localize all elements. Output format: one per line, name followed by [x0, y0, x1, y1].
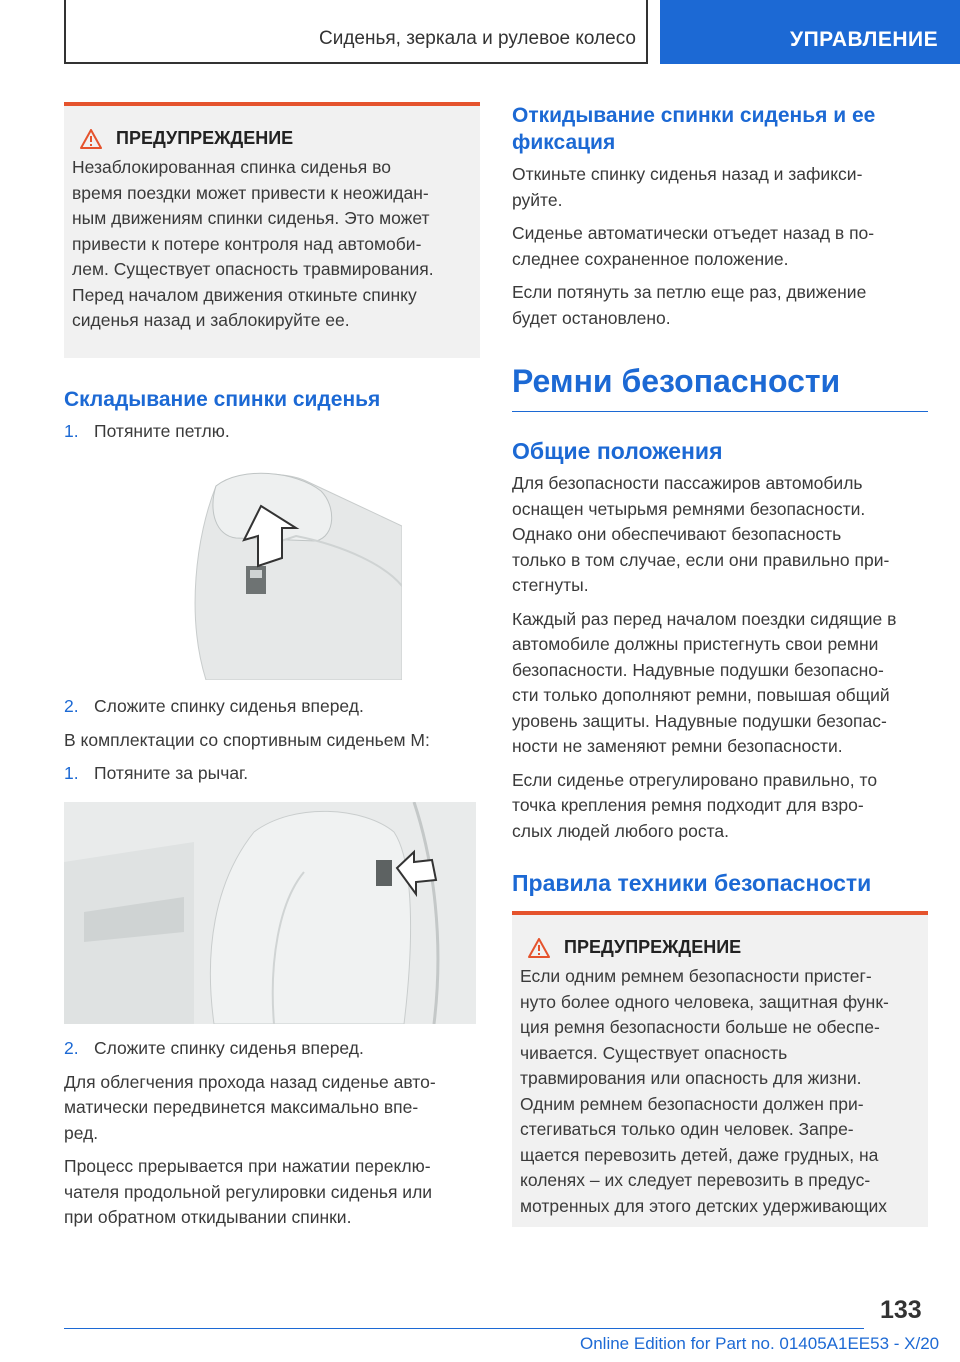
heading-rule [512, 411, 928, 412]
section-heading-fold: Складывание спинки сиденья [64, 388, 381, 411]
step-item: 1. Потяните петлю. [64, 421, 230, 441]
footer-rule [64, 1328, 864, 1329]
step-item: 2. Сложите спинку сиденья вперед. [64, 696, 364, 716]
paragraph: Процесс прерывается при нажатии переклю- чателя продольной регулировки сиденья или при обратном откидывании спинки. [64, 1156, 433, 1227]
header-section-tab [660, 0, 960, 64]
page-number: 133 [880, 1296, 922, 1324]
warning-triangle-icon [528, 938, 550, 958]
header-section-label: УПРАВЛЕНИЕ [790, 28, 939, 51]
left-column-bottom [64, 1036, 480, 1231]
section-heading-general: Общие положения [512, 438, 723, 464]
left-column [64, 102, 480, 445]
warning-box [512, 911, 928, 1227]
warning-text: Незаблокированная спинка сиденья во время поездки может привести к неожидан- ным движениям спинки сиденья. Это может привести к потере контроля над автомоби- лем. Существует опасность травмирования. Перед началом движения откиньте спинку сиденья назад и заблокируйте ее. [72, 157, 434, 330]
edition-text: Online Edition for Part no. 01405A1EE53 - X/20 [580, 1334, 940, 1353]
step-item: 2. Сложите спинку сиденья вперед. [64, 1038, 364, 1058]
paragraph: Откиньте спинку сиденья назад и зафикси- руйте. [512, 164, 863, 210]
paragraph: Для безопасности пассажиров автомобиль оснащен четырьмя ремнями безопасности. Однако они обеспечивают безопасность только в том случае, если они правильно при- стегнуты. [512, 473, 890, 595]
chapter-heading-belts: Ремни безопасности [512, 363, 841, 399]
step-item: 1. Потяните за рычаг. [64, 763, 249, 783]
warning-heading: ПРЕДУПРЕЖДЕНИЕ [564, 937, 742, 957]
paragraph: Каждый раз перед началом поездки сидящие в автомобиле должны пристегнуть свои ремни безопасности. Надувные подушки безопасно- сти только дополняют ремни, повышая общий уровень защиты. Надувные подушки безопас- ности не заменяют ремни безопасности. [512, 608, 897, 756]
section-heading-recline: Откидывание спинки сиденья и ее фиксация [512, 104, 876, 154]
paragraph: Сиденье автоматически отъедет назад в по- следнее сохраненное положение. [512, 223, 875, 269]
seat-loop-illustration [146, 466, 402, 680]
sport-seat-illustration [64, 802, 476, 1024]
sport-seat-intro: В комплектации со спортивным сиденьем M: [64, 729, 430, 750]
paragraph: Если сиденье отрегулировано правильно, то точка крепления ремня подходит для взро- слых людей любого роста. [512, 769, 878, 841]
section-heading-rules: Правила техники безопасности [512, 870, 872, 896]
warning-text: Если одним ремнем безопасности пристег- нуто более одного человека, защитная функ- ция ремня безопасности больше не обеспе- чивается. Существует опасность травмирования или опасность для жизни. Одним ремнем безопасности должен при- стегиваться только один человек. Запре- щается перевозить детей, даже грудных, на коленях – их следует перевозить в предус- мотренных для этого детских удерживающих [520, 966, 889, 1216]
paragraph: Для облегчения прохода назад сиденье авто- матически передвинется максимально впе- ред. [64, 1071, 436, 1143]
warning-triangle-icon [80, 129, 102, 149]
warning-header [80, 128, 472, 149]
warning-heading: ПРЕДУПРЕЖДЕНИЕ [116, 128, 294, 148]
right-column [512, 102, 928, 1227]
header-title: Сиденья, зеркала и рулевое колесо [319, 28, 636, 49]
warning-header [528, 937, 920, 958]
warning-box [64, 102, 480, 358]
header-box [64, 0, 648, 64]
paragraph: Если потянуть за петлю еще раз, движение будет остановлено. [512, 282, 867, 328]
left-column-middle [64, 694, 480, 787]
